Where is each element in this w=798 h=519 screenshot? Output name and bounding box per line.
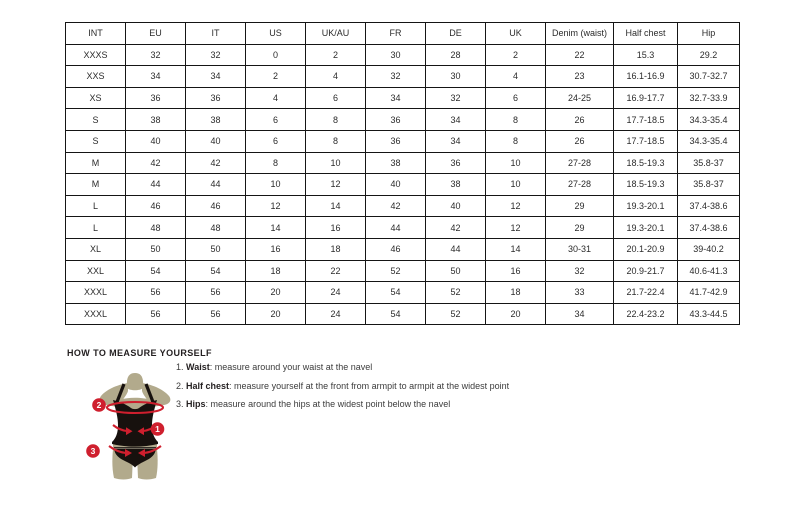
table-cell: 56 bbox=[186, 303, 246, 325]
table-cell: 40 bbox=[426, 195, 486, 217]
table-cell: XS bbox=[66, 87, 126, 109]
table-cell: 14 bbox=[486, 238, 546, 260]
table-cell: 17.7-18.5 bbox=[614, 130, 678, 152]
table-cell: 36 bbox=[126, 87, 186, 109]
table-cell: 46 bbox=[126, 195, 186, 217]
table-cell: 34 bbox=[126, 66, 186, 88]
table-row bbox=[66, 87, 740, 109]
step-label: Half chest bbox=[186, 380, 230, 391]
measure-step-hips bbox=[176, 399, 509, 409]
table-cell: 36 bbox=[426, 152, 486, 174]
column-header: EU bbox=[126, 23, 186, 45]
table-cell: 42 bbox=[366, 195, 426, 217]
table-cell: 14 bbox=[306, 195, 366, 217]
size-chart-header bbox=[66, 23, 740, 45]
waist-badge bbox=[151, 422, 165, 436]
table-cell: 34.3-35.4 bbox=[678, 130, 740, 152]
column-header: INT bbox=[66, 23, 126, 45]
table-cell: 12 bbox=[246, 195, 306, 217]
column-header: Hip bbox=[678, 23, 740, 45]
column-header: IT bbox=[186, 23, 246, 45]
step-text: : measure around the hips at the widest point below the navel bbox=[205, 399, 451, 409]
table-cell: 2 bbox=[306, 44, 366, 66]
table-cell: 18.5-19.3 bbox=[614, 152, 678, 174]
table-cell: 28 bbox=[426, 44, 486, 66]
table-cell: 8 bbox=[486, 109, 546, 131]
size-chart-table bbox=[65, 22, 740, 325]
table-cell: 34 bbox=[366, 87, 426, 109]
table-cell: 34.3-35.4 bbox=[678, 109, 740, 131]
size-chart-body bbox=[66, 44, 740, 325]
table-cell: 35.8-37 bbox=[678, 152, 740, 174]
swimsuit-garment bbox=[112, 384, 158, 468]
table-cell: XXS bbox=[66, 66, 126, 88]
table-row bbox=[66, 152, 740, 174]
table-cell: 38 bbox=[426, 174, 486, 196]
table-cell: 34 bbox=[426, 109, 486, 131]
table-cell: 20 bbox=[486, 303, 546, 325]
table-cell: 2 bbox=[486, 44, 546, 66]
table-cell: 40 bbox=[186, 130, 246, 152]
table-cell: 35.8-37 bbox=[678, 174, 740, 196]
table-cell: 23 bbox=[546, 66, 614, 88]
waist-badge-number: 1 bbox=[155, 424, 160, 435]
table-cell: 22 bbox=[306, 260, 366, 282]
table-cell: 24 bbox=[306, 282, 366, 304]
table-row bbox=[66, 174, 740, 196]
measure-step-half-chest bbox=[176, 381, 509, 391]
table-cell: 32 bbox=[366, 66, 426, 88]
table-cell: 54 bbox=[126, 260, 186, 282]
step-number: 3. bbox=[176, 399, 184, 409]
table-cell: XL bbox=[66, 238, 126, 260]
table-row bbox=[66, 238, 740, 260]
table-cell: 18.5-19.3 bbox=[614, 174, 678, 196]
table-cell: 56 bbox=[126, 303, 186, 325]
table-cell: 14 bbox=[246, 217, 306, 239]
table-cell: XXXL bbox=[66, 303, 126, 325]
table-row bbox=[66, 303, 740, 325]
table-cell: 42 bbox=[426, 217, 486, 239]
measurement-figure bbox=[80, 371, 200, 481]
table-cell: 27-28 bbox=[546, 152, 614, 174]
step-text: : measure around your waist at the navel bbox=[209, 362, 373, 372]
table-cell: M bbox=[66, 174, 126, 196]
table-cell: 24-25 bbox=[546, 87, 614, 109]
table-cell: 16 bbox=[246, 238, 306, 260]
table-cell: 52 bbox=[426, 303, 486, 325]
table-cell: 52 bbox=[366, 260, 426, 282]
table-cell: 50 bbox=[126, 238, 186, 260]
table-cell: 4 bbox=[486, 66, 546, 88]
step-label: Waist bbox=[186, 362, 210, 372]
table-cell: 56 bbox=[126, 282, 186, 304]
table-cell: 2 bbox=[246, 66, 306, 88]
table-cell: 26 bbox=[546, 130, 614, 152]
table-cell: 38 bbox=[126, 109, 186, 131]
table-cell: 50 bbox=[186, 238, 246, 260]
table-cell: 10 bbox=[486, 152, 546, 174]
table-cell: S bbox=[66, 130, 126, 152]
table-row bbox=[66, 195, 740, 217]
table-cell: 10 bbox=[306, 152, 366, 174]
table-cell: 0 bbox=[246, 44, 306, 66]
measure-step-waist bbox=[176, 362, 509, 372]
table-cell: 6 bbox=[246, 130, 306, 152]
table-row bbox=[66, 217, 740, 239]
table-cell: 26 bbox=[546, 109, 614, 131]
table-cell: M bbox=[66, 152, 126, 174]
table-cell: 37.4-38.6 bbox=[678, 195, 740, 217]
table-row bbox=[66, 260, 740, 282]
table-cell: 36 bbox=[366, 109, 426, 131]
table-cell: 21.7-22.4 bbox=[614, 282, 678, 304]
table-cell: 32 bbox=[426, 87, 486, 109]
table-cell: 24 bbox=[306, 303, 366, 325]
table-cell: XXXL bbox=[66, 282, 126, 304]
table-cell: 12 bbox=[486, 217, 546, 239]
chest-badge bbox=[92, 398, 106, 412]
step-number: 2. bbox=[176, 380, 184, 391]
column-header: US bbox=[246, 23, 306, 45]
step-label: Hips bbox=[186, 399, 206, 409]
table-cell: 33 bbox=[546, 282, 614, 304]
table-cell: 39-40.2 bbox=[678, 238, 740, 260]
table-cell: 18 bbox=[486, 282, 546, 304]
mannequin-illustration bbox=[80, 371, 200, 481]
table-cell: 56 bbox=[186, 282, 246, 304]
hips-badge bbox=[86, 444, 100, 458]
table-cell: S bbox=[66, 109, 126, 131]
table-cell: 34 bbox=[546, 303, 614, 325]
table-cell: 20 bbox=[246, 303, 306, 325]
table-row bbox=[66, 282, 740, 304]
chest-badge-number: 2 bbox=[96, 400, 102, 411]
table-cell: 8 bbox=[246, 152, 306, 174]
table-cell: 16.9-17.7 bbox=[614, 87, 678, 109]
table-cell: 20 bbox=[246, 282, 306, 304]
table-row bbox=[66, 109, 740, 131]
table-cell: 19.3-20.1 bbox=[614, 195, 678, 217]
table-cell: 18 bbox=[246, 260, 306, 282]
header-row bbox=[66, 23, 740, 45]
column-header: FR bbox=[366, 23, 426, 45]
hips-badge-number: 3 bbox=[90, 446, 96, 457]
table-cell: 48 bbox=[186, 217, 246, 239]
table-cell: 41.7-42.9 bbox=[678, 282, 740, 304]
table-cell: 37.4-38.6 bbox=[678, 217, 740, 239]
table-cell: 46 bbox=[366, 238, 426, 260]
table-cell: 54 bbox=[366, 303, 426, 325]
table-row bbox=[66, 130, 740, 152]
table-cell: 22.4-23.2 bbox=[614, 303, 678, 325]
table-cell: 10 bbox=[246, 174, 306, 196]
table-cell: 29.2 bbox=[678, 44, 740, 66]
table-cell: 16 bbox=[306, 217, 366, 239]
table-cell: 38 bbox=[186, 109, 246, 131]
table-cell: 32 bbox=[546, 260, 614, 282]
table-cell: 34 bbox=[186, 66, 246, 88]
table-cell: 6 bbox=[306, 87, 366, 109]
table-cell: 40 bbox=[126, 130, 186, 152]
table-cell: 42 bbox=[126, 152, 186, 174]
column-header: Half chest bbox=[614, 23, 678, 45]
table-cell: 22 bbox=[546, 44, 614, 66]
table-cell: 12 bbox=[486, 195, 546, 217]
table-cell: 44 bbox=[186, 174, 246, 196]
table-cell: 20.9-21.7 bbox=[614, 260, 678, 282]
table-cell: 32 bbox=[186, 44, 246, 66]
measure-steps bbox=[176, 362, 509, 418]
table-row bbox=[66, 66, 740, 88]
table-cell: 32.7-33.9 bbox=[678, 87, 740, 109]
table-cell: 6 bbox=[486, 87, 546, 109]
table-cell: 29 bbox=[546, 217, 614, 239]
table-cell: 8 bbox=[306, 130, 366, 152]
table-cell: 46 bbox=[186, 195, 246, 217]
table-cell: XXXS bbox=[66, 44, 126, 66]
table-cell: 18 bbox=[306, 238, 366, 260]
measure-section-title: HOW TO MEASURE YOURSELF bbox=[67, 348, 212, 358]
column-header: Denim (waist) bbox=[546, 23, 614, 45]
table-cell: 16 bbox=[486, 260, 546, 282]
table-cell: 42 bbox=[186, 152, 246, 174]
table-cell: 30-31 bbox=[546, 238, 614, 260]
table-cell: 36 bbox=[186, 87, 246, 109]
table-cell: 15.3 bbox=[614, 44, 678, 66]
table-cell: 27-28 bbox=[546, 174, 614, 196]
table-cell: XXL bbox=[66, 260, 126, 282]
table-cell: 44 bbox=[126, 174, 186, 196]
table-cell: 30 bbox=[366, 44, 426, 66]
column-header: UK/AU bbox=[306, 23, 366, 45]
table-cell: 44 bbox=[426, 238, 486, 260]
table-cell: 40.6-41.3 bbox=[678, 260, 740, 282]
step-number: 1. bbox=[176, 362, 184, 372]
step-text: : measure yourself at the front from armpit to armpit at the widest point bbox=[229, 380, 510, 391]
table-cell: 32 bbox=[126, 44, 186, 66]
table-cell: 20.1-20.9 bbox=[614, 238, 678, 260]
table-cell: L bbox=[66, 195, 126, 217]
table-cell: 40 bbox=[366, 174, 426, 196]
table-cell: 8 bbox=[306, 109, 366, 131]
table-cell: 54 bbox=[186, 260, 246, 282]
table-cell: 44 bbox=[366, 217, 426, 239]
table-cell: L bbox=[66, 217, 126, 239]
table-cell: 29 bbox=[546, 195, 614, 217]
table-cell: 48 bbox=[126, 217, 186, 239]
table-cell: 4 bbox=[246, 87, 306, 109]
column-header: DE bbox=[426, 23, 486, 45]
table-cell: 4 bbox=[306, 66, 366, 88]
table-cell: 36 bbox=[366, 130, 426, 152]
table-cell: 30.7-32.7 bbox=[678, 66, 740, 88]
table-cell: 16.1-16.9 bbox=[614, 66, 678, 88]
table-cell: 8 bbox=[486, 130, 546, 152]
table-cell: 43.3-44.5 bbox=[678, 303, 740, 325]
table-cell: 50 bbox=[426, 260, 486, 282]
table-cell: 17.7-18.5 bbox=[614, 109, 678, 131]
table-cell: 12 bbox=[306, 174, 366, 196]
table-cell: 10 bbox=[486, 174, 546, 196]
table-row bbox=[66, 44, 740, 66]
table-cell: 38 bbox=[366, 152, 426, 174]
table-cell: 6 bbox=[246, 109, 306, 131]
table-cell: 34 bbox=[426, 130, 486, 152]
table-cell: 30 bbox=[426, 66, 486, 88]
table-cell: 19.3-20.1 bbox=[614, 217, 678, 239]
column-header: UK bbox=[486, 23, 546, 45]
table-cell: 54 bbox=[366, 282, 426, 304]
table-cell: 52 bbox=[426, 282, 486, 304]
